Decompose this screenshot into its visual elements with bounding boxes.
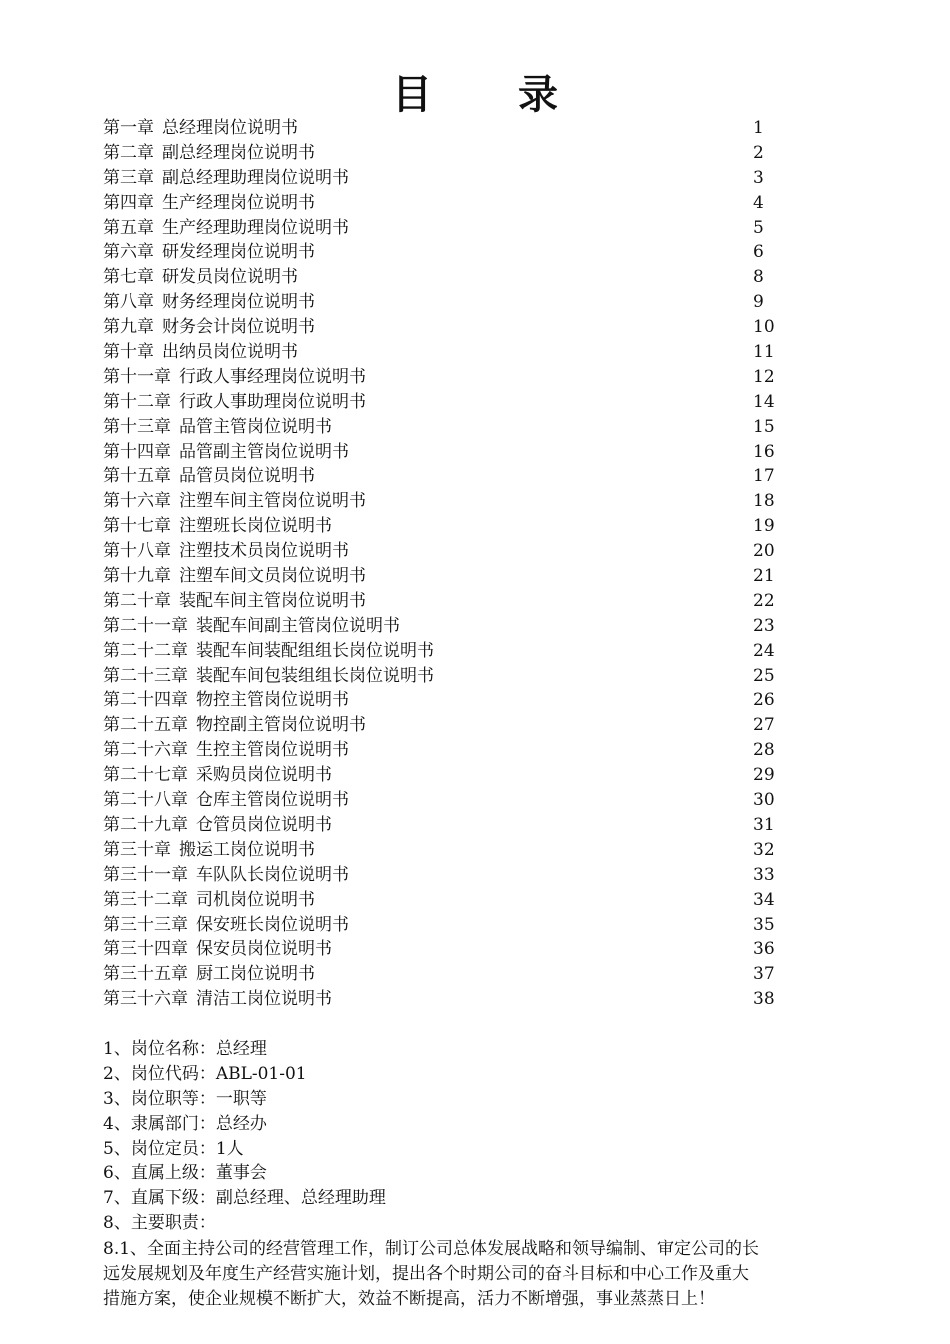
toc-chapter-number: 第十章 [103,342,154,363]
toc-entry[interactable] [103,987,803,1012]
toc-chapter-title: 装配车间包装组组长岗位说明书 [196,665,434,686]
toc-chapter-title: 注塑技术员岗位说明书 [179,541,349,562]
toc-page-number: 17 [753,466,775,487]
duty-paragraph-line: 措施方案，使企业规模不断扩大，效益不断提高，活力不断增强，事业蒸蒸日上！ [103,1288,715,1309]
toc-chapter-number: 第二十六章 [103,740,188,761]
job-info-item: 1、岗位名称：总经理 [103,1039,267,1059]
toc-entry[interactable] [103,539,803,564]
toc-chapter-number: 第十九章 [103,566,171,587]
toc-chapter-number: 第二十九章 [103,814,188,835]
toc-chapter-number: 第九章 [103,317,154,338]
job-info-item: 3、岗位职等：一职等 [103,1088,267,1109]
toc-page-number: 10 [753,317,775,338]
toc-chapter-title: 装配车间装配组组长岗位说明书 [196,640,434,661]
toc-chapter-number: 第二十七章 [103,765,188,786]
toc-chapter-title: 保安班长岗位说明书 [196,914,349,935]
toc-entry[interactable] [103,664,803,689]
toc-chapter-title: 品管员岗位说明书 [179,466,315,487]
toc-entry[interactable] [103,464,803,489]
toc-page-number: 15 [753,416,775,437]
toc-chapter-title: 注塑班长岗位说明书 [179,516,332,537]
toc-chapter-number: 第二十章 [103,590,171,611]
toc-chapter-number: 第四章 [103,192,154,213]
toc-chapter-number: 第二十四章 [103,690,188,711]
toc-chapter-title: 副总经理助理岗位说明书 [162,167,349,188]
toc-chapter-title: 生产经理岗位说明书 [162,192,315,213]
toc-page-number: 2 [753,142,764,163]
toc-page-number: 24 [753,640,775,661]
toc-entry[interactable] [103,564,803,589]
toc-chapter-number: 第二十八章 [103,790,188,811]
toc-page-number: 37 [753,964,775,985]
job-info-item: 8、主要职责： [103,1213,216,1234]
toc-entry[interactable] [103,688,803,713]
toc-chapter-number: 第六章 [103,242,154,263]
toc-chapter-number: 第二十三章 [103,665,188,686]
toc-entry[interactable] [103,838,803,863]
toc-page-number: 32 [753,839,775,860]
toc-chapter-number: 第三十四章 [103,939,188,960]
toc-chapter-number: 第八章 [103,292,154,313]
toc-chapter-title: 研发员岗位说明书 [162,267,298,288]
toc-entry[interactable] [103,265,803,290]
toc-page-number: 5 [753,217,764,238]
toc-chapter-number: 第三十五章 [103,964,188,985]
toc-chapter-title: 生控主管岗位说明书 [196,740,349,761]
toc-chapter-title: 物控主管岗位说明书 [196,690,349,711]
toc-chapter-number: 第十四章 [103,441,171,462]
toc-chapter-number: 第三十二章 [103,889,188,910]
toc-chapter-title: 财务会计岗位说明书 [162,317,315,338]
toc-chapter-number: 第三十六章 [103,989,188,1010]
toc-chapter-title: 装配车间主管岗位说明书 [179,590,366,611]
toc-page-number: 3 [753,167,764,188]
toc-chapter-title: 采购员岗位说明书 [196,765,332,786]
toc-page-number: 9 [753,292,764,313]
toc-entry[interactable] [103,365,803,390]
toc-chapter-title: 出纳员岗位说明书 [162,342,298,363]
toc-chapter-title: 仓管员岗位说明书 [196,814,332,835]
job-info-item: 5、岗位定员：1人 [103,1138,244,1159]
toc-entry[interactable] [103,240,803,265]
toc-chapter-number: 第二十二章 [103,640,188,661]
toc-entry[interactable] [103,863,803,888]
toc-entry[interactable] [103,440,803,465]
toc-entry[interactable] [103,340,803,365]
duty-paragraph-line: 8.1、全面主持公司的经营管理工作，制订公司总体发展战略和领导编制、审定公司的长 [103,1239,760,1259]
toc-chapter-number: 第一章 [103,118,154,138]
toc-chapter-title: 行政人事经理岗位说明书 [179,366,366,387]
toc-entry[interactable] [103,937,803,962]
toc-entry[interactable] [103,962,803,987]
toc-entry[interactable] [103,415,803,440]
toc-chapter-number: 第十五章 [103,466,171,487]
toc-entry[interactable] [103,141,803,166]
toc-chapter-number: 第十六章 [103,491,171,512]
toc-chapter-title: 财务经理岗位说明书 [162,292,315,313]
toc-chapter-title: 物控副主管岗位说明书 [196,715,366,736]
toc-page-number: 28 [753,740,775,761]
job-info-item: 6、直属上级：董事会 [103,1163,267,1184]
toc-chapter-title: 仓库主管岗位说明书 [196,790,349,811]
toc-chapter-title: 车队队长岗位说明书 [196,864,349,885]
duty-paragraph [103,1237,848,1312]
toc-page-number: 8 [753,267,764,288]
toc-entry[interactable] [103,738,803,763]
toc-page-number: 27 [753,715,775,736]
toc-page-number: 30 [753,790,775,811]
job-info-item: 2、岗位代码：ABL-01-01 [103,1063,307,1084]
toc-chapter-number: 第三十三章 [103,914,188,935]
toc-page-number: 20 [753,541,775,562]
toc-chapter-title: 研发经理岗位说明书 [162,242,315,263]
toc-chapter-title: 品管副主管岗位说明书 [179,441,349,462]
toc-page-number: 25 [753,665,775,686]
toc-chapter-title: 保安员岗位说明书 [196,939,332,960]
toc-chapter-title: 搬运工岗位说明书 [179,839,315,860]
toc-chapter-title: 生产经理助理岗位说明书 [162,217,349,238]
toc-entry[interactable] [103,489,803,514]
job-info-list [103,1037,853,1236]
toc-chapter-title: 清洁工岗位说明书 [196,989,332,1010]
toc-entry[interactable] [103,913,803,938]
toc-chapter-number: 第十七章 [103,516,171,537]
toc-chapter-number: 第十一章 [103,366,171,387]
toc-page-number: 11 [753,342,775,363]
toc-page-number: 22 [753,590,775,611]
toc-page-number: 35 [753,914,775,935]
toc-entry[interactable] [103,788,803,813]
toc-entry[interactable] [103,116,803,141]
page-title: 目 录 [392,72,594,118]
toc-page-number: 36 [753,939,775,960]
toc-chapter-number: 第七章 [103,267,154,288]
toc-entry[interactable] [103,813,803,838]
toc-entry[interactable] [103,713,803,738]
duty-paragraph-line: 远发展规划及年度生产经营实施计划，提出各个时期公司的奋斗目标和中心工作及重大 [103,1263,749,1284]
toc-entry[interactable] [103,888,803,913]
toc-chapter-title: 司机岗位说明书 [196,889,315,910]
toc-chapter-number: 第三十一章 [103,864,188,885]
toc-entry[interactable] [103,290,803,315]
toc-entry[interactable] [103,639,803,664]
toc-entry[interactable] [103,216,803,241]
toc-chapter-title: 注塑车间文员岗位说明书 [179,566,366,587]
toc-chapter-number: 第二章 [103,142,154,163]
toc-entry[interactable] [103,315,803,340]
toc-entry[interactable] [103,614,803,639]
toc-page-number: 21 [753,566,775,587]
toc-page-number: 6 [753,242,764,263]
toc-page-number: 31 [753,814,775,835]
toc-chapter-title: 注塑车间主管岗位说明书 [179,491,366,512]
toc-page-number: 38 [753,989,775,1010]
toc-page-number: 1 [753,118,764,138]
toc-page-number: 18 [753,491,775,512]
toc-page-number: 26 [753,690,775,711]
toc-chapter-title: 总经理岗位说明书 [162,118,298,138]
toc-chapter-number: 第三章 [103,167,154,188]
toc-page-number: 14 [753,391,775,412]
toc-entry[interactable] [103,166,803,191]
toc-page-number: 19 [753,516,775,537]
toc-chapter-number: 第十八章 [103,541,171,562]
toc-page-number: 12 [753,366,775,387]
toc-page-number: 16 [753,441,775,462]
toc-entry[interactable] [103,191,803,216]
toc-page-number: 34 [753,889,775,910]
toc-chapter-title: 副总经理岗位说明书 [162,142,315,163]
toc-entry[interactable] [103,514,803,539]
toc-chapter-number: 第二十五章 [103,715,188,736]
toc-page-number: 33 [753,864,775,885]
toc-chapter-title: 厨工岗位说明书 [196,964,315,985]
toc-chapter-title: 装配车间副主管岗位说明书 [196,615,400,636]
toc-entry[interactable] [103,589,803,614]
job-info-item: 4、隶属部门：总经办 [103,1113,267,1134]
toc-entry[interactable] [103,763,803,788]
table-of-contents [103,116,803,1012]
toc-entry[interactable] [103,390,803,415]
toc-chapter-title: 品管主管岗位说明书 [179,416,332,437]
toc-chapter-number: 第十二章 [103,391,171,412]
toc-page-number: 4 [753,192,764,213]
toc-chapter-number: 第五章 [103,217,154,238]
toc-chapter-number: 第二十一章 [103,615,188,636]
toc-chapter-title: 行政人事助理岗位说明书 [179,391,366,412]
toc-chapter-number: 第十三章 [103,416,171,437]
toc-page-number: 23 [753,615,775,636]
job-info-item: 7、直属下级：副总经理、总经理助理 [103,1188,386,1209]
toc-chapter-number: 第三十章 [103,839,171,860]
toc-page-number: 29 [753,765,775,786]
